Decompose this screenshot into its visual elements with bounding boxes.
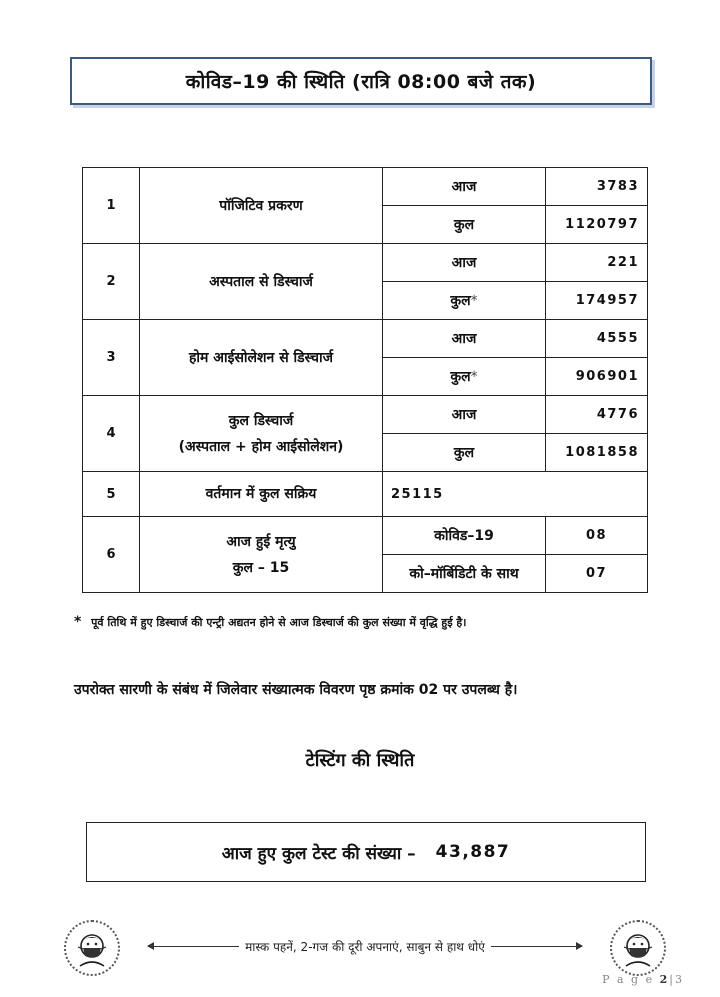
- serial-number: 6: [83, 517, 140, 593]
- row-label: वर्तमान में कुल सक्रिय: [140, 472, 383, 517]
- header-box: [70, 57, 652, 105]
- table-row: [83, 517, 648, 555]
- row-label: कुल डिस्चार्ज: [228, 412, 294, 429]
- sub-label: कुल: [453, 217, 475, 233]
- sub-label: कुल: [450, 293, 471, 309]
- sub-label-cell: [383, 282, 546, 320]
- value-cell: 4776: [546, 396, 648, 434]
- page-total: 3: [675, 973, 684, 986]
- testing-section-title: टेस्टिंग की स्थिति: [305, 750, 415, 771]
- right-arrow-icon: [491, 946, 582, 947]
- banner-text: मास्क पहनें, 2-गज की दूरी अपनाएं, साबुन से हाथ धोएं: [245, 940, 485, 954]
- footnote-text: पूर्व तिथि में हुए डिस्चार्ज की एन्ट्री अद्यतन होने से आज डिस्चार्ज की कुल संख्या में वृद्धि हुई है।: [91, 616, 467, 629]
- awareness-banner: [62, 920, 668, 978]
- masked-face-icon: [64, 920, 120, 976]
- page-title: कोविड–19 की स्थिति (रात्रि 08:00 बजे तक): [185, 71, 537, 93]
- sub-label: आज: [383, 396, 546, 434]
- page-separator: |: [669, 973, 675, 986]
- value-cell: 221: [546, 244, 648, 282]
- footnote: [74, 614, 466, 630]
- row-label: पॉजिटिव प्रकरण: [140, 168, 383, 244]
- value-cell: 07: [546, 555, 648, 593]
- covid-status-table: [82, 167, 648, 593]
- value-cell: 1120797: [546, 206, 648, 244]
- value-cell: 3783: [546, 168, 648, 206]
- serial-number: 5: [83, 472, 140, 517]
- page-current: 2: [659, 973, 670, 986]
- row-label-cell: [140, 517, 383, 593]
- sub-label: कोविड–19: [383, 517, 546, 555]
- left-arrow-icon: [148, 946, 239, 947]
- test-count-label: आज हुए कुल टेस्ट की संख्या –: [221, 843, 416, 864]
- table-row: [83, 472, 648, 517]
- sub-label: आज: [383, 320, 546, 358]
- table-row: [83, 168, 648, 206]
- row-label-secondary: (अस्पताल + होम आईसोलेशन): [178, 438, 344, 455]
- sub-label: को–मॉर्बिडिटी के साथ: [383, 555, 546, 593]
- reference-note: उपरोक्त सारणी के संबंध में जिलेवार संख्यात्मक विवरण पृष्ठ क्रमांक 02 पर उपलब्ध है।: [74, 682, 518, 698]
- value-cell: 174957: [546, 282, 648, 320]
- serial-number: 1: [83, 168, 140, 244]
- row-label-cell: [140, 396, 383, 472]
- sub-label: कुल: [450, 369, 471, 385]
- sub-label-cell: [383, 206, 546, 244]
- sub-label: आज: [383, 168, 546, 206]
- row-label: होम आईसोलेशन से डिस्चार्ज: [140, 320, 383, 396]
- banner-message: [142, 938, 588, 955]
- footnote-star: *: [74, 614, 82, 630]
- value-cell: 906901: [546, 358, 648, 396]
- masked-face-icon: [610, 920, 666, 976]
- serial-number: 4: [83, 396, 140, 472]
- test-count-box: [86, 822, 646, 882]
- row-label-secondary: कुल – 15: [232, 559, 290, 576]
- serial-number: 2: [83, 244, 140, 320]
- value-cell: 25115: [383, 472, 648, 517]
- test-count-value: 43,887: [435, 842, 511, 862]
- serial-number: 3: [83, 320, 140, 396]
- row-label: आज हुई मृत्यु: [226, 533, 296, 550]
- value-cell: 1081858: [546, 434, 648, 472]
- asterisk: *: [470, 369, 478, 385]
- sub-label: कुल: [383, 434, 546, 472]
- sub-label-cell: [383, 358, 546, 396]
- asterisk: *: [470, 293, 478, 309]
- value-cell: 4555: [546, 320, 648, 358]
- sub-label: आज: [383, 244, 546, 282]
- page-number: [602, 973, 684, 986]
- page-prefix: P a g e: [602, 973, 655, 986]
- value-cell: 08: [546, 517, 648, 555]
- table-row: [83, 396, 648, 434]
- row-label: अस्पताल से डिस्चार्ज: [140, 244, 383, 320]
- table-row: [83, 320, 648, 358]
- table-row: [83, 244, 648, 282]
